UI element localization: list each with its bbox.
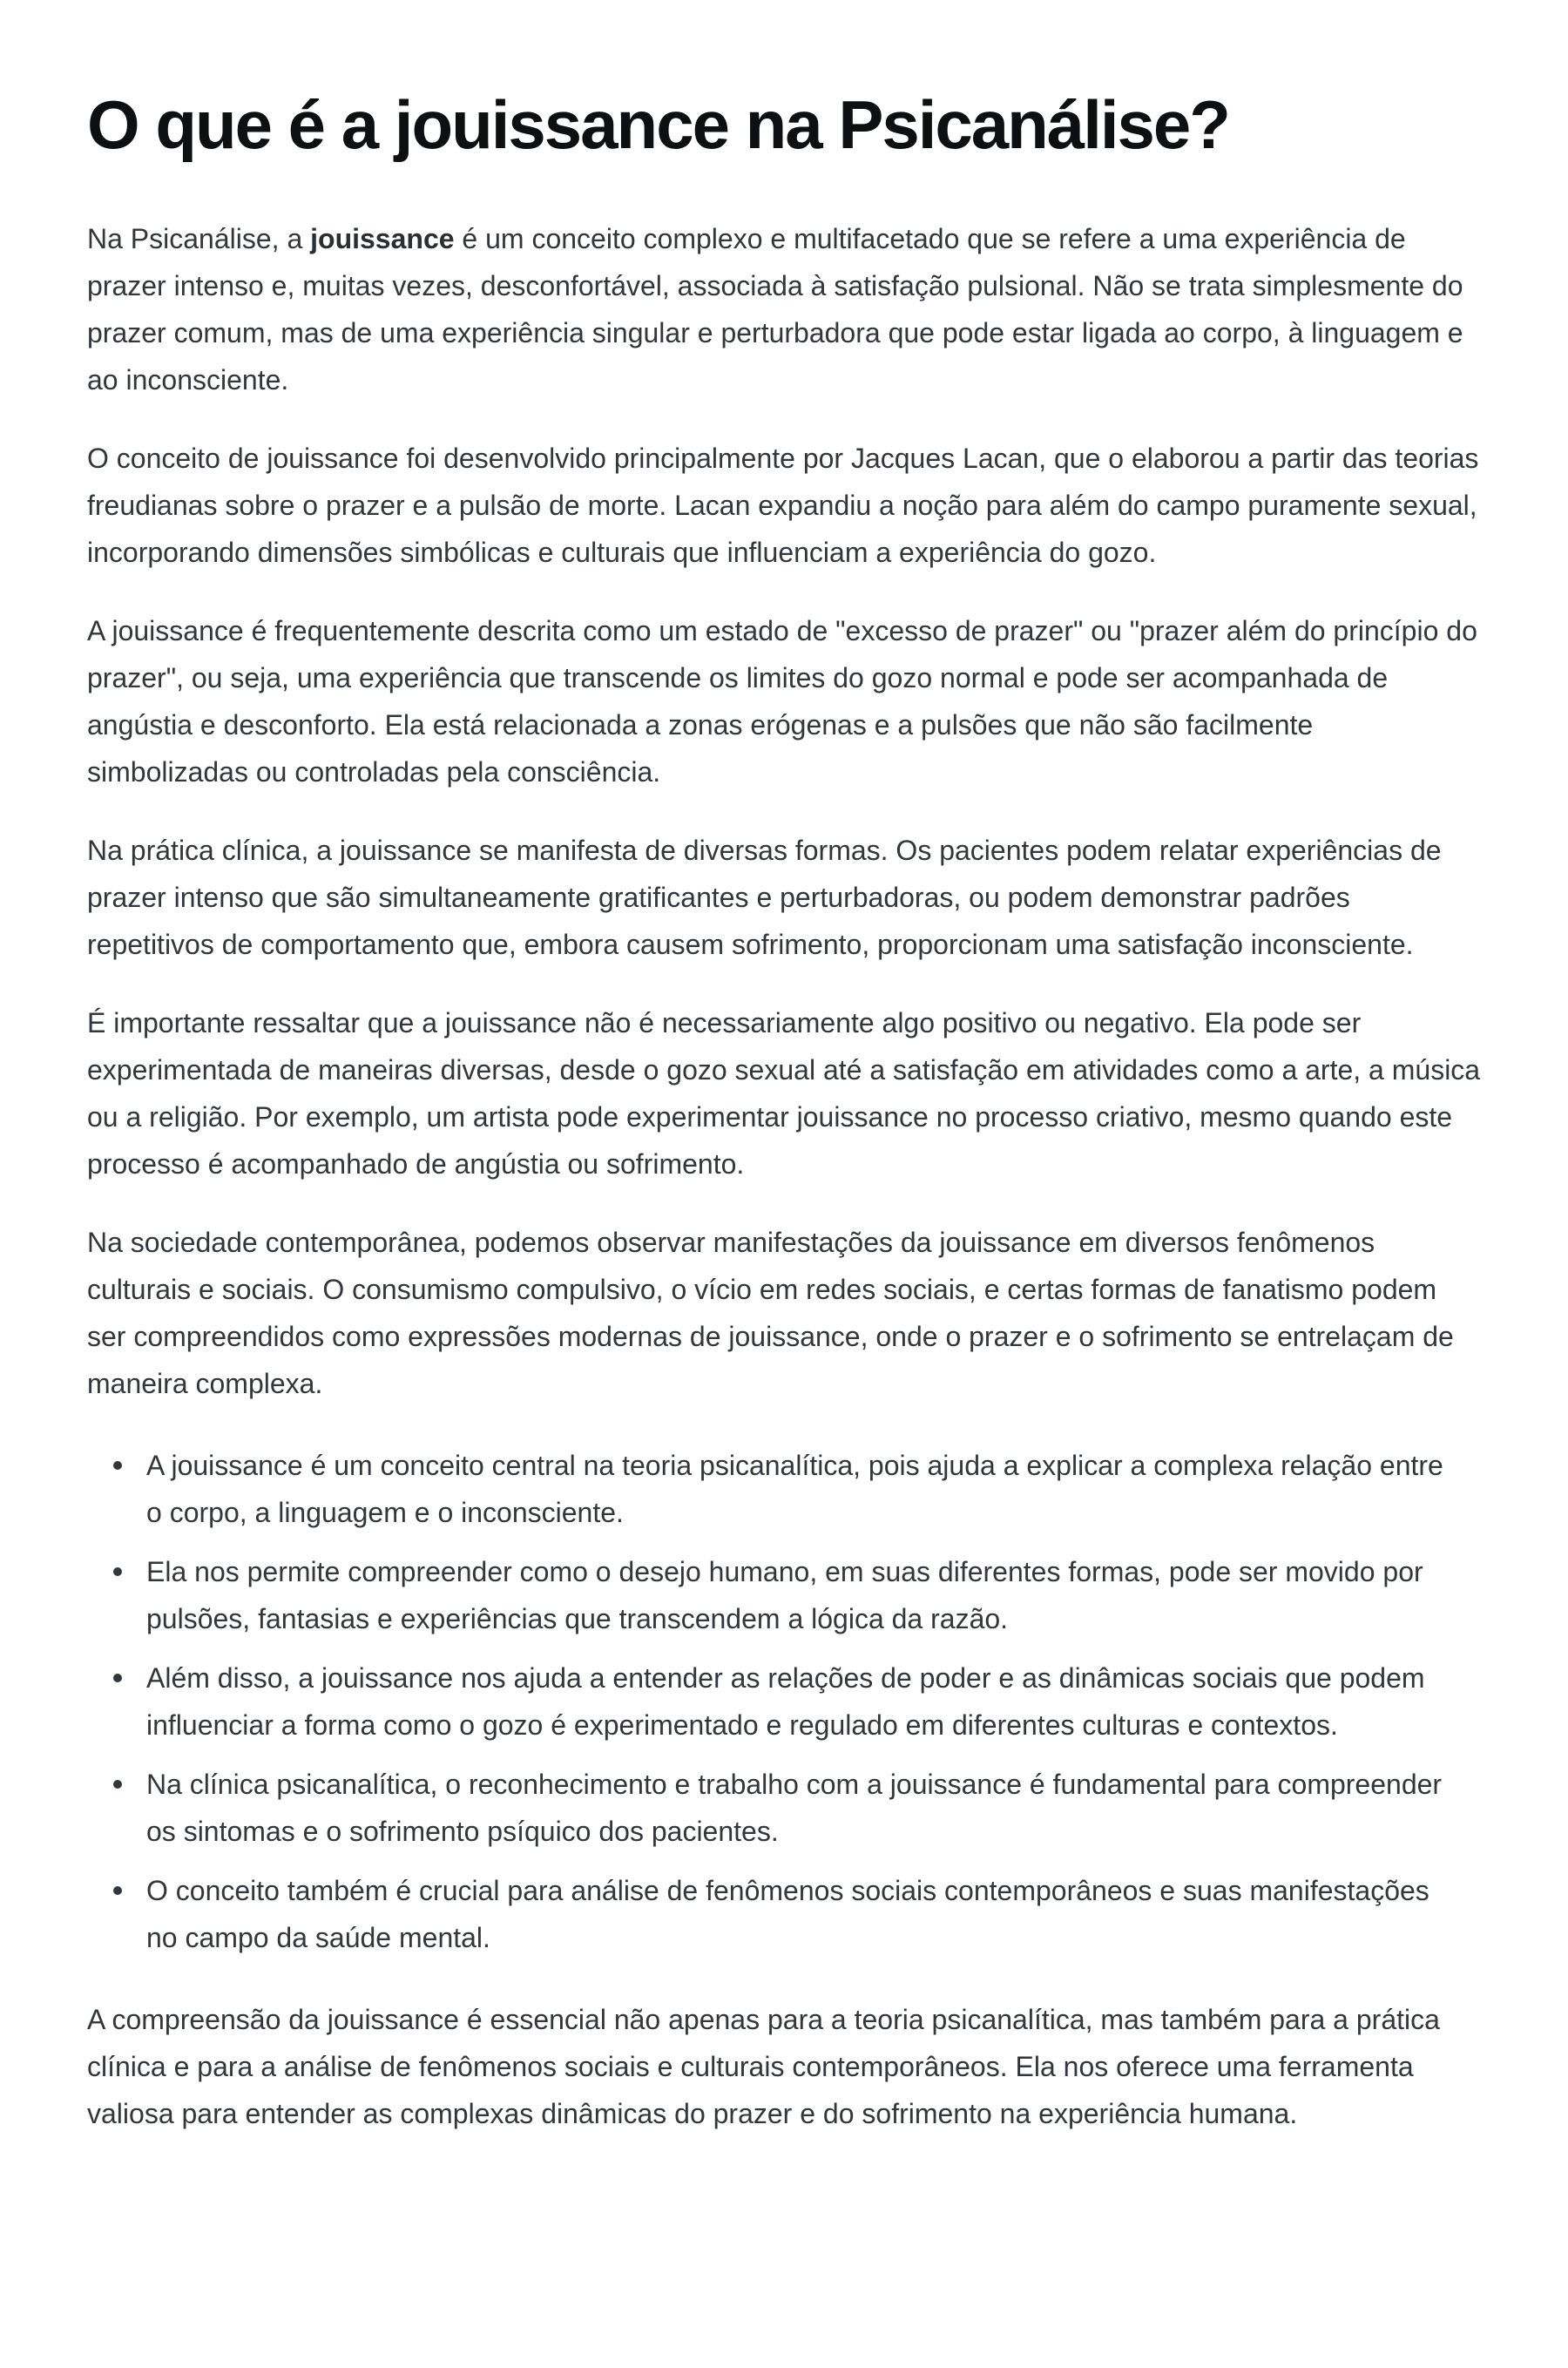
paragraph-contemporary-society: Na sociedade contemporânea, podemos observar manifestações da jouissance em diversos fenômenos culturais e sociais. O consumismo compulsivo, o vício em redes sociais, e certas formas de fanatismo podem ser compreendidos como expressões modernas de jouissance, onde o prazer e o sofrimento se entrelaçam de maneira complexa. xyxy=(87,1226,1454,1399)
paragraph-clinical-practice: Na prática clínica, a jouissance se manifesta de diversas formas. Os pacientes podem relatar experiências de prazer intenso que são simultaneamente gratificantes e perturbadoras, ou podem demonstrar padrões repetitivos de comportamento que, embora causem sofrimento, proporcionam uma satisfação inconsciente. xyxy=(87,834,1442,960)
paragraph-intro xyxy=(87,215,1481,403)
intro-text-prefix: Na Psicanálise, a xyxy=(87,222,311,254)
list-item: O conceito também é crucial para análise de fenômenos sociais contemporâneos e suas manifestações no campo da saúde mental. xyxy=(146,1867,1453,1961)
key-points-list xyxy=(87,1442,1481,1961)
list-item: Além disso, a jouissance nos ajuda a entender as relações de poder e as dinâmicas sociais que podem influenciar a forma como o gozo é experimentado e regulado em diferentes culturas e contextos. xyxy=(146,1654,1453,1749)
paragraph-origin-lacan: O conceito de jouissance foi desenvolvido principalmente por Jacques Lacan, que o elaborou a partir das teorias freudianas sobre o prazer e a pulsão de morte. Lacan expandiu a noção para além do campo puramente sexual, incorporando dimensões simbólicas e culturais que influenciam a experiência do gozo. xyxy=(87,442,1479,568)
paragraph-closing: A compreensão da jouissance é essencial não apenas para a teoria psicanalítica, mas também para a prática clínica e para a análise de fenômenos sociais e culturais contemporâneos. Ela nos oferece uma ferramenta valiosa para entender as complexas dinâmicas do prazer e do sofrimento na experiência humana. xyxy=(87,2003,1440,2129)
list-item: Ela nos permite compreender como o desejo humano, em suas diferentes formas, pode ser movido por pulsões, fantasias e experiências que transcendem a lógica da razão. xyxy=(146,1548,1453,1642)
list-item: Na clínica psicanalítica, o reconhecimento e trabalho com a jouissance é fundamental para compreender os sintomas e o sofrimento psíquico dos pacientes. xyxy=(146,1761,1453,1855)
paragraph-positive-negative: É importante ressaltar que a jouissance não é necessariamente algo positivo ou negativo. Ela pode ser experimentada de maneiras diversas, desde o gozo sexual até a satisfação em atividades como a arte, a música ou a religião. Por exemplo, um artista pode experimentar jouissance no processo criativo, mesmo quando este processo é acompanhado de angústia ou sofrimento. xyxy=(87,1006,1481,1180)
paragraph-definition-excess: A jouissance é frequentemente descrita como um estado de "excesso de prazer" ou "prazer além do princípio do prazer", ou seja, uma experiência que transcende os limites do gozo normal e pode ser acompanhada de angústia e desconforto. Ela está relacionada a zonas erógenas e a pulsões que não são facilmente simbolizadas ou controladas pela consciência. xyxy=(87,614,1477,788)
intro-text-suffix: é um conceito complexo e multifacetado que se refere a uma experiência de prazer intenso e, muitas vezes, desconfortável, associada à satisfação pulsional. Não se trata simplesmente do prazer comum, mas de uma experiência singular e perturbadora que pode estar ligada ao corpo, à linguagem e ao inconsciente. xyxy=(87,222,1463,396)
list-item: A jouissance é um conceito central na teoria psicanalítica, pois ajuda a explicar a complexa relação entre o corpo, a linguagem e o inconsciente. xyxy=(146,1442,1453,1536)
jouissance-bold-term: jouissance xyxy=(310,222,455,254)
page-title: O que é a jouissance na Psicanálise? xyxy=(87,86,1229,163)
